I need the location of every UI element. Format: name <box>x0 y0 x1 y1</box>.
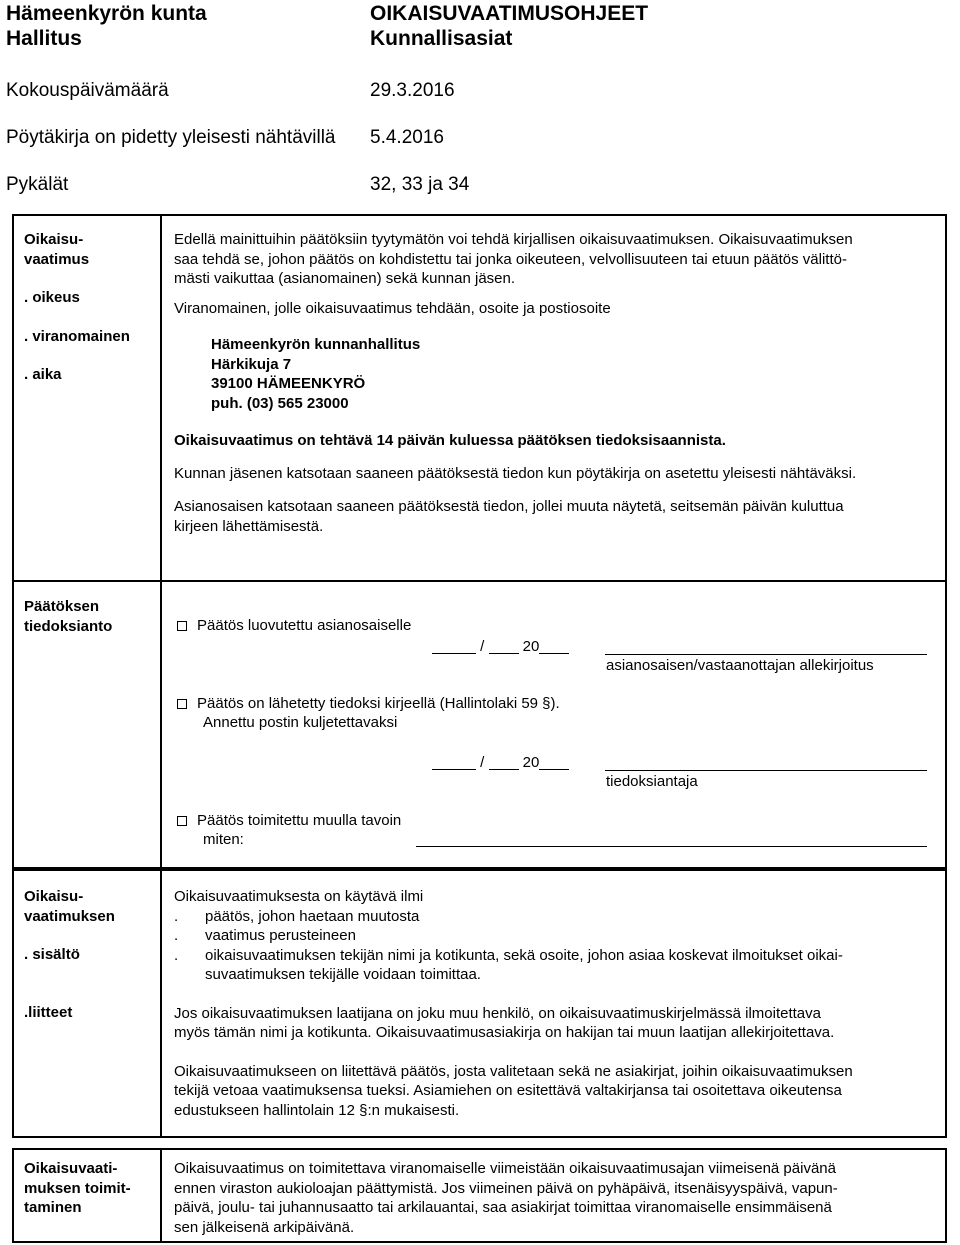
bullet-text: vaatimus perusteineen <box>205 927 356 944</box>
address-line: Härkikuja 7 <box>211 355 292 373</box>
text-line: Jos oikaisuvaatimuksen laatijana on joku muu henkilö, on oikaisuvaatimuskirjelmässä ilmoitettava <box>174 1004 821 1022</box>
side-line: . sisältö <box>24 946 80 963</box>
text-line: edustukseen hallintolain 12 §:n mukaisesti. <box>174 1101 460 1119</box>
section3-body <box>174 887 944 1120</box>
sections-value: 32, 33 ja 34 <box>370 174 470 195</box>
delivery-option-3 <box>177 811 401 831</box>
method-line[interactable] <box>416 846 927 847</box>
bullet-mark: . <box>174 927 179 944</box>
date-fill-2: / 20 <box>432 753 569 773</box>
date-fill-1: / 20 <box>432 637 569 657</box>
contents-bullet <box>174 926 944 946</box>
meeting-date-label: Kokouspäivämäärä <box>6 80 169 101</box>
public-display-label: Pöytäkirja on pidetty yleisesti nähtävillä <box>6 127 336 148</box>
text-line: ennen viraston aukioloajan päättymistä. Jos viimeinen päivä on pyhäpäivä, itsenäisyyspäivä, vapun- <box>174 1179 838 1197</box>
section-divider-1 <box>12 580 947 582</box>
section3-side-label <box>24 887 115 1022</box>
attachments-paragraph <box>174 1062 944 1121</box>
text-line: myös tämän nimi ja kotikunta. Oikaisuvaatimusasiakirja on hakijan tai muun laatijan allekirjoitettava. <box>174 1024 835 1041</box>
section1-body <box>174 230 944 536</box>
contents-bullet <box>174 946 944 985</box>
address-line: Hämeenkyrön kunnanhallitus <box>211 336 421 353</box>
bullet-text: päätös, johon haetaan muutosta <box>205 907 420 925</box>
section4-side-label <box>24 1159 131 1218</box>
side-line: . oikeus <box>24 289 80 306</box>
year-blank[interactable] <box>539 754 569 770</box>
year-blank[interactable] <box>539 638 569 654</box>
bullet-text: oikaisuvaatimuksen tekijän nimi ja kotikunta, sekä osoite, johon asiaa koskevat ilmoitukset oikai- <box>205 946 843 964</box>
checkbox-icon[interactable] <box>177 816 187 826</box>
text-line: sen jälkeisenä arkipäivänä. <box>174 1218 355 1236</box>
option-label: Päätös toimitettu muulla tavoin <box>197 812 402 829</box>
sections-label: Pykälät <box>6 174 69 195</box>
checkbox-icon[interactable] <box>177 699 187 709</box>
authority-address <box>211 335 944 413</box>
side-line: muksen toimit- <box>24 1179 131 1197</box>
text-line: Edellä mainittuihin päätöksiin tyytymätön voi tehdä kirjallisen oikaisuvaatimuksen. Oikaisuvaatimuksen <box>174 231 853 248</box>
text-line: kirjeen lähettämisestä. <box>174 517 324 535</box>
side-line: Oikaisuvaati- <box>24 1160 118 1177</box>
bullet-text: suvaatimuksen tekijälle voidaan toimittaa. <box>205 966 481 983</box>
text-line: Asianosaisen katsotaan saaneen päätöksestä tiedon, jollei muuta näytetä, seitsemän päivän kuluttua <box>174 498 844 515</box>
text-line: tekijä vetoaa vaatimuksensa tueksi. Asiamiehen on esitettävä valtakirjansa tai osoitettava oikeutensa <box>174 1082 842 1099</box>
text-line: mästi vaikuttaa (asianomainen) sekä kunnan jäsen. <box>174 270 516 287</box>
document-title: OIKAISUVAATIMUSOHJEET <box>370 2 649 25</box>
option-sublabel: Annettu postin kuljetettavaksi <box>203 714 398 731</box>
signature-line-1[interactable] <box>605 654 927 655</box>
text-line: Oikaisuvaatimukseen on liitettävä päätös, josta valitetaan sekä ne asiakirjat, joihin oikaisuvaatimuksen <box>174 1062 853 1080</box>
drafter-paragraph <box>174 1004 944 1043</box>
option-sublabel: miten: <box>203 831 244 848</box>
side-line: Oikaisu- <box>24 888 84 905</box>
side-line: Päätöksen <box>24 598 100 615</box>
side-line: vaatimus <box>24 250 90 268</box>
text-line: Oikaisuvaatimus on toimitettava viranomaiselle viimeistään oikaisuvaatimusajan viimeisenä päivänä <box>174 1160 836 1177</box>
text-line: saa tehdä se, johon päätös on kohdistettu tai jonka oikeuteen, velvollisuuteen tai etuun päätös välittö- <box>174 250 847 268</box>
board-name: Hallitus <box>6 27 82 50</box>
bullet-mark: . <box>174 946 179 964</box>
side-line: tiedoksianto <box>24 617 113 635</box>
contents-intro: Oikaisuvaatimuksesta on käytävä ilmi <box>174 888 424 905</box>
signature-label-2: tiedoksiantaja <box>606 773 698 790</box>
signature-line-2[interactable] <box>605 770 927 771</box>
contents-table-divider <box>160 869 162 1138</box>
party-notice-paragraph <box>174 497 944 536</box>
public-display-value: 5.4.2016 <box>370 127 444 148</box>
member-notice-paragraph: Kunnan jäsenen katsotaan saaneen päätöksestä tiedon kun pöytäkirja on asetettu yleisesti nähtäväksi. <box>174 464 857 482</box>
section1-side-label <box>24 230 130 385</box>
signature-label-1: asianosaisen/vastaanottajan allekirjoitus <box>606 657 874 674</box>
address-line: 39100 HÄMEENKYRÖ <box>211 375 366 392</box>
authority-paragraph: Viranomainen, jolle oikaisuvaatimus tehdään, osoite ja postiosoite <box>174 299 611 317</box>
side-line: . viranomainen <box>24 327 130 345</box>
delivery-option-1 <box>177 616 411 636</box>
document-subtitle: Kunnallisasiat <box>370 27 513 50</box>
section2-side-label <box>24 597 112 636</box>
delivery-option-2 <box>177 694 560 714</box>
side-line: Oikaisu- <box>24 231 84 248</box>
deadline-notice: Oikaisuvaatimus on tehtävä 14 päivän kuluessa päätöksen tiedoksisaannista. <box>174 432 726 449</box>
month-blank[interactable] <box>489 638 519 654</box>
side-line: taminen <box>24 1199 82 1216</box>
option-label: Päätös luovutettu asianosaiselle <box>197 617 412 634</box>
appeal-right-paragraph <box>174 230 944 289</box>
text-line: päivä, joulu- tai juhannusaatto tai arkilauantai, saa asiakirjat toimittaa viranomaiselle ensimmäisenä <box>174 1199 832 1216</box>
contents-bullet <box>174 907 944 927</box>
municipality-name: Hämeenkyrön kunta <box>6 2 207 25</box>
option-label: Päätös on lähetetty tiedoksi kirjeellä (Hallintolaki 59 §). <box>197 695 560 712</box>
checkbox-icon[interactable] <box>177 621 187 631</box>
delivery-table-divider <box>160 1148 162 1243</box>
month-blank[interactable] <box>489 754 519 770</box>
side-line: vaatimuksen <box>24 907 115 925</box>
address-phone: puh. (03) 565 23000 <box>211 394 349 412</box>
day-blank[interactable] <box>432 638 476 654</box>
delivery-paragraph <box>174 1159 944 1237</box>
side-line: . aika <box>24 366 62 383</box>
day-blank[interactable] <box>432 754 476 770</box>
bullet-mark: . <box>174 907 179 925</box>
side-line: .liitteet <box>24 1003 73 1021</box>
main-table-divider <box>160 214 162 869</box>
meeting-date-value: 29.3.2016 <box>370 80 455 101</box>
